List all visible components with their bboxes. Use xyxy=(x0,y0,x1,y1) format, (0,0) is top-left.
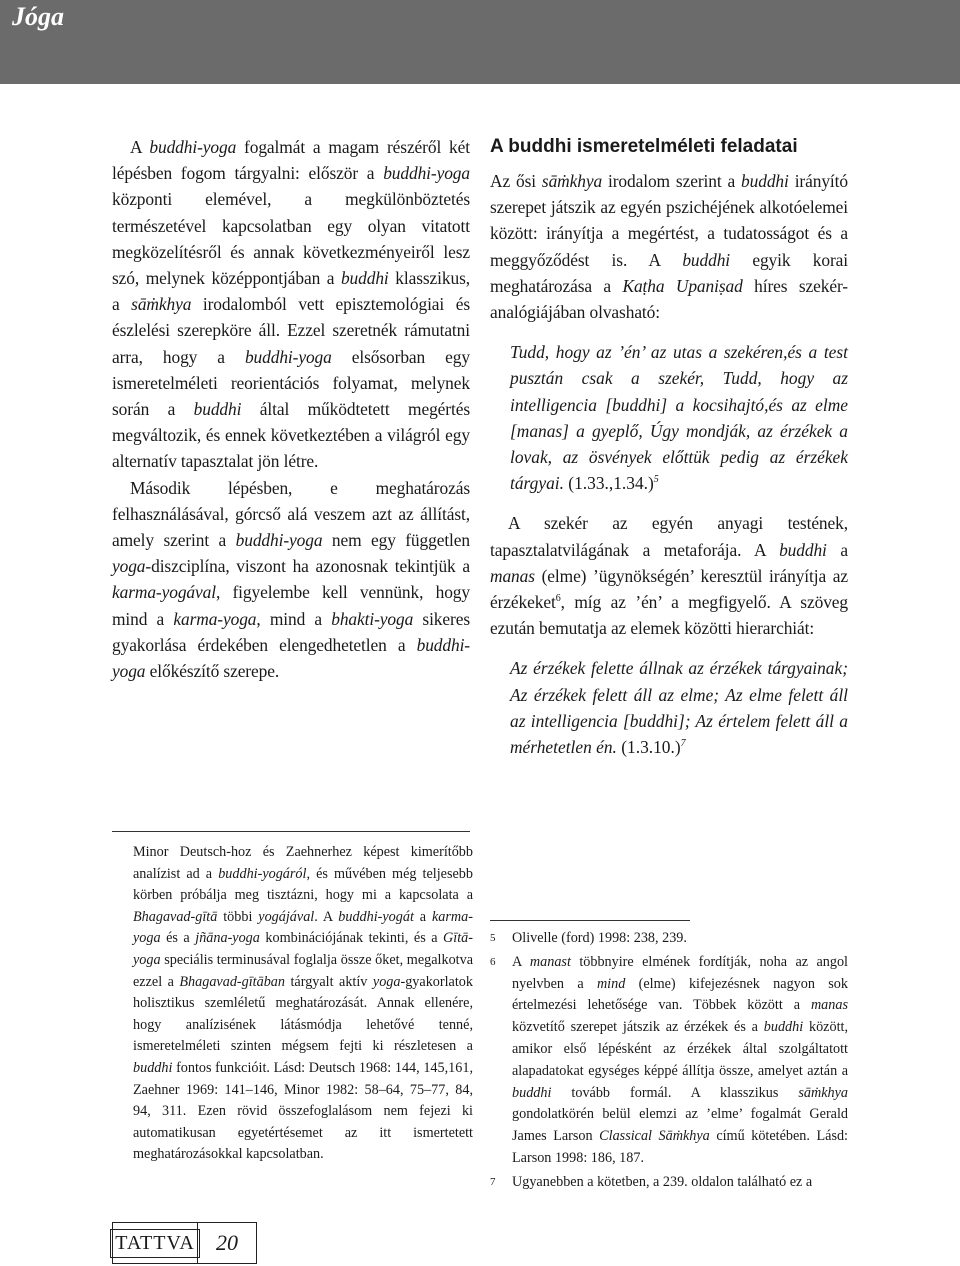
logo-text: TATTVA xyxy=(110,1229,200,1258)
text-run: . A xyxy=(314,908,339,925)
italic-term: buddhi-yoga xyxy=(244,346,332,367)
italic-term: buddhi xyxy=(763,1019,804,1036)
footnote-number: 7 xyxy=(490,1175,496,1188)
italic-term: buddhi xyxy=(512,1084,552,1101)
text-run: -diszciplína, viszont ha azonosnak tekintjük a xyxy=(145,556,470,577)
text-run: előkészítő szerepe. xyxy=(145,661,280,682)
italic-term: buddhi-yoga xyxy=(112,634,470,682)
text-run: (elme) ’ügynökségén’ keresztül irányítja az érzékeket xyxy=(490,565,848,613)
text-run: (elme) kifejezésnek nagyon sok értelmezési lehetősége van. Többek között a xyxy=(512,975,848,1014)
italic-term: manas xyxy=(490,565,535,586)
italic-term: yoga xyxy=(112,556,146,577)
italic-term: sāṁkhya xyxy=(541,171,603,191)
text-run: irodalomból vett episztemológiai és észlelési szerepköre áll. Ezzel szeretnék rámutatni arra, hogy a xyxy=(112,294,470,367)
text-run: kombinációjának tekinti, és a xyxy=(259,930,444,947)
footnote-item xyxy=(490,1172,848,1194)
italic-term: mind xyxy=(596,975,626,992)
quote-chariot xyxy=(510,339,848,496)
footnote-item xyxy=(490,928,848,950)
text-run: A xyxy=(512,953,530,970)
italic-term: sāṁkhya xyxy=(798,1084,848,1101)
text-run: sikeres gyakorlása érdekében elengedhetetlen a xyxy=(112,608,470,655)
right-paragraph-1 xyxy=(490,168,848,325)
page-number: 20 xyxy=(198,1222,257,1264)
page-title: Jóga xyxy=(12,2,64,31)
text-run: (1.33.,1.34.) xyxy=(568,473,654,494)
italic-term: Kaṭha Upaniṣad xyxy=(622,275,743,296)
italic-term: buddhi-yoga xyxy=(383,163,470,184)
italic-term: buddhi xyxy=(133,1059,173,1076)
text-run: című kötetében. Lásd: Larson 1998: 186, 187. xyxy=(512,1128,848,1166)
italic-term: Bhagavad-gītāban xyxy=(179,973,285,990)
footnote-ref: 7 xyxy=(680,738,686,750)
text-run: Minor Deutsch-hoz és Zaehnerhez képest kimerítőbb analízist ad a xyxy=(133,844,473,882)
italic-term: yogájával xyxy=(258,908,315,925)
right-footnotes xyxy=(490,928,848,1194)
italic-term: buddhi-yoga xyxy=(235,530,323,551)
left-column xyxy=(112,134,470,684)
italic-term: Bhagavad-gītā xyxy=(133,908,218,925)
text-run: Tudd, hogy az ’én’ az utas a szekéren,és a test pusztán csak a szekér, Tudd, hogy az intelligencia [buddhi] a kocsihajtó,és az elme [manas] a gyeplő, Úgy mondják, az érzékek a lovak, az ösvények előttük pedig az érzékek tárgyai. xyxy=(510,342,848,494)
text-run: és a xyxy=(160,930,196,947)
footnote-text xyxy=(512,928,848,950)
text-run: fontos funkcióit. Lásd: Deutsch 1968: 144, 145,161, Zaehner 1969: 141–146, Minor 1982: 58–64, 75–77, 84, 94, 311. Ezen rövid összefoglalásom nem fejezi ki automatikusan egyetértésemet az itt ismertetett meghatározásokkal kapcsolatban. xyxy=(133,1059,473,1163)
italic-term: manas xyxy=(810,997,848,1014)
left-paragraph-2 xyxy=(112,475,470,685)
italic-term: sāṁkhya xyxy=(131,294,192,315)
quote-hierarchy xyxy=(510,655,848,760)
italic-term: karma-yoga xyxy=(173,608,257,629)
footnote-divider xyxy=(112,831,470,832)
text-run: nem egy független xyxy=(322,530,471,551)
italic-term: karma-yogával xyxy=(112,582,216,603)
text-run: elsősorban egy ismeretelméleti reorientációs folyamat, melynek során a xyxy=(112,346,470,420)
text-run: , míg az ’én’ a megfigyelő. A szöveg ezután bemutatja az elemek közötti hierarchiát: xyxy=(490,592,848,639)
italic-term: buddhi xyxy=(779,539,827,560)
text-run: Az érzékek felette állnak az érzékek tárgyainak; Az érzékek felett áll az elme; Az elme felett áll az intelligencia [buddhi]; Az értelem felett áll a mérhetetlen én. xyxy=(510,658,848,758)
text-run: központi elemével, a megkülönböztetés természetével kapcsolatban egy olyan vitatott megközelítésről és annak következményeiről lesz szó, melynek középpontjában a xyxy=(112,189,470,289)
footnote-ref: 5 xyxy=(653,474,659,486)
right-paragraph-2 xyxy=(490,510,848,641)
left-footnote xyxy=(133,842,473,1166)
italic-term: buddhi xyxy=(741,171,789,191)
footnote-number: 5 xyxy=(490,932,496,944)
text-run: A xyxy=(130,137,150,157)
italic-term: buddhi-yoga xyxy=(149,137,237,157)
text-run: Olivelle (ford) 1998: 238, 239. xyxy=(512,930,687,946)
footnote-ref: 6 xyxy=(555,593,561,605)
text-run: között, amikor első lépésként az érzékek által szolgáltatott alapadatokat egységes képpé állítja össze, amelyet aztán a xyxy=(512,1019,849,1079)
italic-term: Gītā-yoga xyxy=(133,930,473,968)
text-run: tovább formál. A klasszikus xyxy=(551,1084,799,1101)
text-run: Ugyanebben a kötetben, a 239. oldalon található ez a xyxy=(512,1173,813,1190)
italic-term: Classical Sāṁkhya xyxy=(599,1128,710,1145)
text-run: A szekér az egyén anyagi testének, tapasztalatvilágának a metaforája. A xyxy=(490,513,848,560)
left-paragraph-1 xyxy=(112,134,470,475)
text-run: fogalmát a magam részéről két lépésben fogom tárgyalni: először a xyxy=(112,137,471,184)
right-column xyxy=(490,134,848,774)
text-run: által működtetett megértés megváltozik, és ennek következtében a világról egy alternatív tapasztalat jön létre. xyxy=(112,399,470,472)
text-run: (1.3.10.) xyxy=(621,737,681,758)
italic-term: manast xyxy=(529,953,571,970)
text-run: gondolatkörén belül elemzi az ’elme’ fogalmát Gerald James Larson xyxy=(512,1106,848,1145)
text-run: a xyxy=(826,539,848,560)
italic-term: karma-yoga xyxy=(133,908,473,947)
italic-term: buddhi xyxy=(340,268,389,289)
page-footer xyxy=(112,1222,257,1264)
footnote-text xyxy=(512,1172,848,1194)
text-run: híres szekér-analógiájában olvasható: xyxy=(490,275,848,323)
text-run: klasszikus, a xyxy=(112,268,470,315)
text-run: Második lépésben, e meghatározás felhasználásával, górcső alá veszem azt az állítást, amely szerint a xyxy=(112,477,470,551)
text-run: közvetítő szerepet játszik az érzékek és a xyxy=(512,1019,764,1036)
header-bar xyxy=(0,0,960,84)
italic-term: buddhi xyxy=(193,399,242,420)
italic-term: jñāna-yoga xyxy=(195,930,260,947)
text-run: Az ősi xyxy=(490,171,542,191)
footnote-divider-right xyxy=(490,920,690,921)
italic-term: buddhi-yogáról xyxy=(218,865,307,882)
italic-term: yoga xyxy=(372,973,401,990)
text-run: speciális terminusával foglalja össze őket, megalkotva ezzel a xyxy=(133,951,473,990)
text-run: irodalom szerint a xyxy=(602,171,742,191)
tattva-logo xyxy=(112,1222,198,1264)
footnote-text xyxy=(512,952,848,1170)
text-run: többnyire elmének fordítják, noha az angol nyelvben a xyxy=(512,953,848,992)
section-title: A buddhi ismeretelméleti feladatai xyxy=(490,136,798,157)
text-run: többi xyxy=(217,908,259,925)
text-run: -gyakorlatok holisztikus szemléletű meghatározását. Annak ellenére, hogy analízisének látásmódja lehetővé tenné, ismeretelméleti szinten mégsem fejti ki részletesen a xyxy=(133,973,473,1055)
italic-term: buddhi-yogát xyxy=(338,908,414,925)
text-run: egyik korai meghatározása a xyxy=(490,249,848,296)
text-run: a xyxy=(413,908,432,925)
italic-term: bhakti-yoga xyxy=(331,608,414,629)
footnote-number: 6 xyxy=(490,955,496,968)
text-run: irányító szerepet játszik az egyén pszichéjének alkotóelemei között: irányítja a megértést, a tudatosságot és a meggyőződést is. A xyxy=(490,171,848,270)
text-run: tárgyalt aktív xyxy=(285,973,373,990)
italic-term: buddhi xyxy=(682,249,731,270)
text-run: , és művében még teljesebb körben próbálja meg tisztázni, hogy mi a kapcsolata a xyxy=(133,865,473,904)
text-run: , figyelembe kell vennünk, hogy mind a xyxy=(112,582,470,629)
text-run: , mind a xyxy=(256,608,332,629)
footnote-item xyxy=(490,952,848,1170)
